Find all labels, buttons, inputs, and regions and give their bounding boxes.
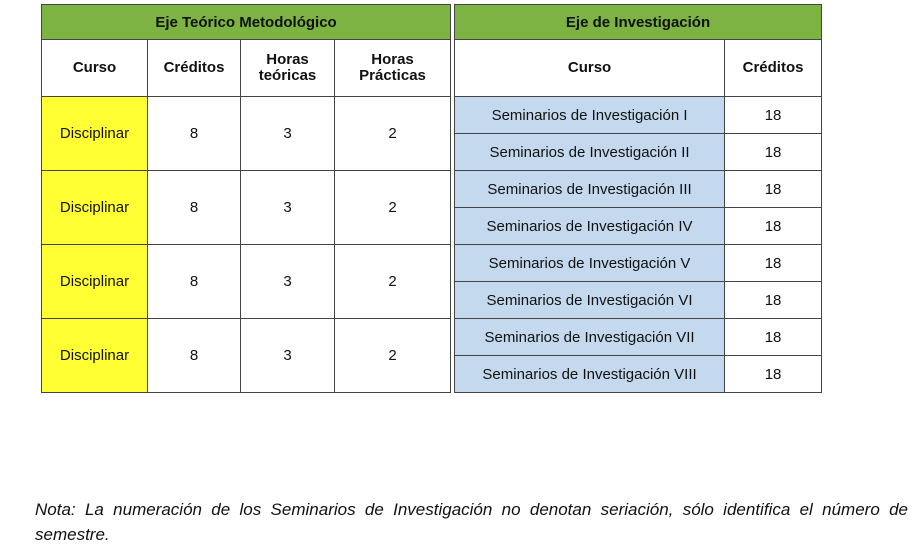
column-header-row <box>42 40 822 97</box>
header-horas-teoricas <box>241 40 335 97</box>
horas-practicas-cell: 2 <box>335 97 451 171</box>
seminario-creditos-cell: 18 <box>725 134 822 171</box>
header-curso-left: Curso <box>42 40 148 97</box>
creditos-cell: 8 <box>148 97 241 171</box>
horas-practicas-cell: 2 <box>335 319 451 393</box>
seminario-creditos-cell: 18 <box>725 171 822 208</box>
curriculum-table <box>41 4 822 393</box>
horas-teoricas-cell: 3 <box>241 171 335 245</box>
header-horas-practicas-line2: Prácticas <box>359 67 426 84</box>
seminario-creditos-cell: 18 <box>725 208 822 245</box>
seminario-cell: Seminarios de Investigación I <box>455 97 725 134</box>
header-creditos-left: Créditos <box>148 40 241 97</box>
header-curso-right: Curso <box>455 40 725 97</box>
seminario-cell: Seminarios de Investigación III <box>455 171 725 208</box>
seminario-creditos-cell: 18 <box>725 245 822 282</box>
horas-teoricas-cell: 3 <box>241 319 335 393</box>
horas-practicas-cell: 2 <box>335 171 451 245</box>
seminario-creditos-cell: 18 <box>725 356 822 393</box>
seminario-cell: Seminarios de Investigación V <box>455 245 725 282</box>
horas-practicas-cell: 2 <box>335 245 451 319</box>
horas-teoricas-cell: 3 <box>241 97 335 171</box>
table-row <box>42 171 822 208</box>
seminario-creditos-cell: 18 <box>725 97 822 134</box>
seminario-cell: Seminarios de Investigación VII <box>455 319 725 356</box>
header-horas-teoricas-line1: Horas <box>266 51 309 68</box>
disciplinar-cell: Disciplinar <box>42 319 148 393</box>
creditos-cell: 8 <box>148 171 241 245</box>
disciplinar-cell: Disciplinar <box>42 245 148 319</box>
seminario-cell: Seminarios de Investigación II <box>455 134 725 171</box>
disciplinar-cell: Disciplinar <box>42 171 148 245</box>
table-row <box>42 97 822 134</box>
creditos-cell: 8 <box>148 245 241 319</box>
eje-investigacion-header: Eje de Investigación <box>455 5 822 40</box>
eje-teorico-header: Eje Teórico Metodológico <box>42 5 451 40</box>
disciplinar-cell: Disciplinar <box>42 97 148 171</box>
footnote: Nota: La numeración de los Seminarios de Investigación no denotan seriación, sólo identifica el número de semestre. <box>35 500 908 544</box>
seminario-cell: Seminarios de Investigación IV <box>455 208 725 245</box>
creditos-cell: 8 <box>148 319 241 393</box>
seminario-cell: Seminarios de Investigación VI <box>455 282 725 319</box>
header-creditos-right: Créditos <box>725 40 822 97</box>
horas-teoricas-cell: 3 <box>241 245 335 319</box>
table-row <box>42 319 822 356</box>
group-header-row <box>42 5 822 40</box>
seminario-cell: Seminarios de Investigación VIII <box>455 356 725 393</box>
header-horas-practicas <box>335 40 451 97</box>
header-horas-practicas-line1: Horas <box>371 51 414 68</box>
seminario-creditos-cell: 18 <box>725 319 822 356</box>
table-row <box>42 245 822 282</box>
header-horas-teoricas-line2: teóricas <box>258 67 317 84</box>
seminario-creditos-cell: 18 <box>725 282 822 319</box>
